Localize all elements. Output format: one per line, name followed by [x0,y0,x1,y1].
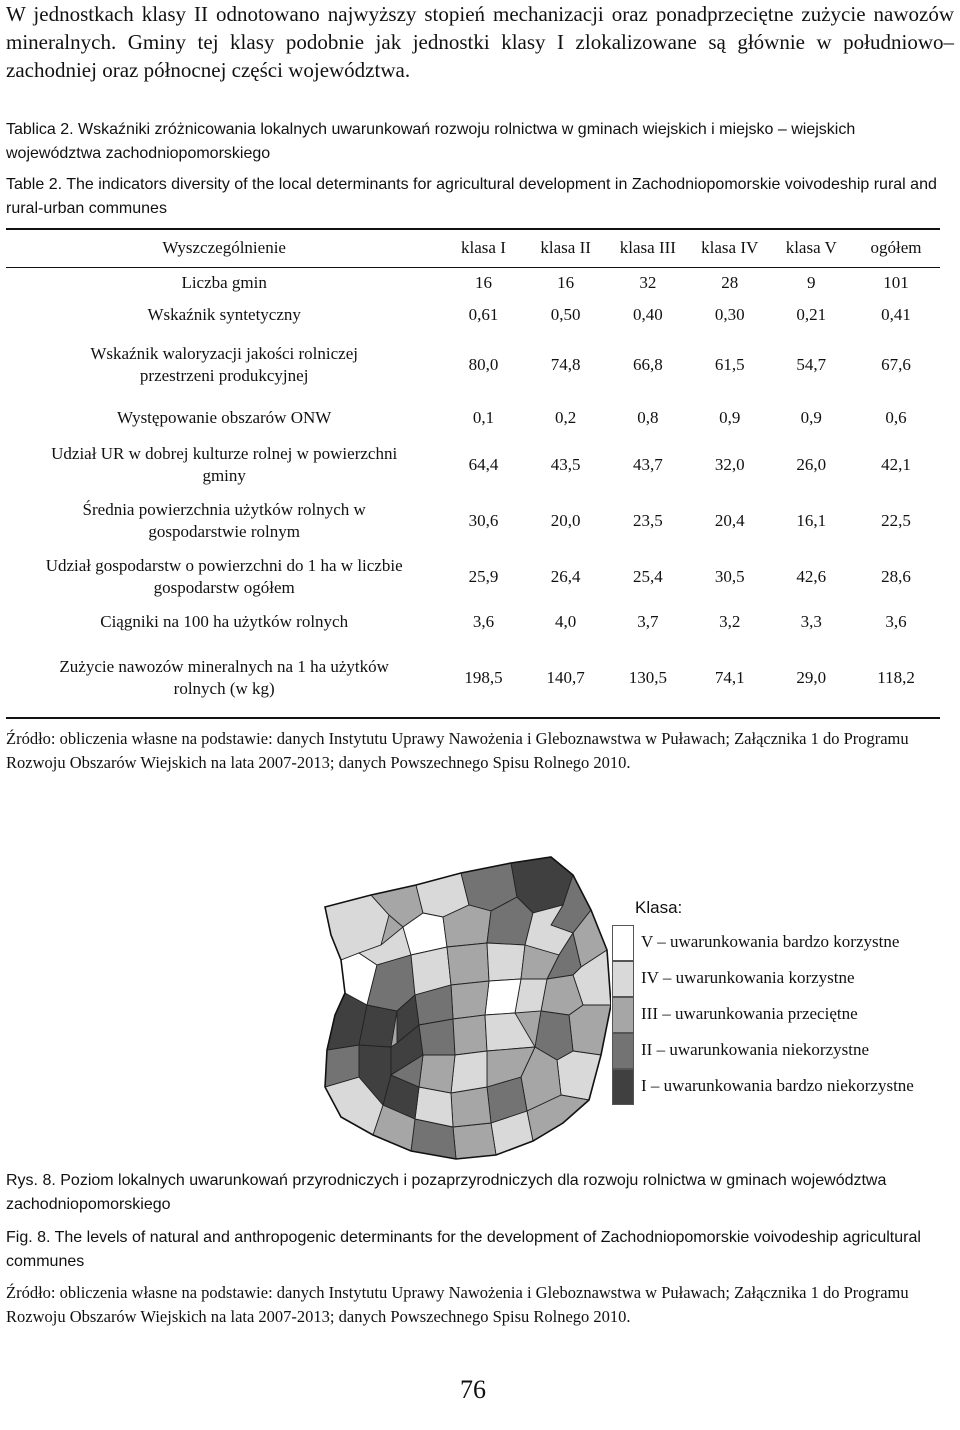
figure-caption-en-text: The levels of natural and anthropogenic determinants for the development of Zachodniopomorskie voivodeship agricultural communes [6,1229,921,1270]
table-row [6,493,940,549]
table-header-cell: ogółem [852,229,940,267]
legend-label: III – uwarunkowania przeciętne [641,1004,858,1023]
legend-swatch [612,997,634,1033]
table-cell: 0,9 [719,408,741,427]
table-cell: 0,30 [714,304,745,324]
table-cell: 20,4 [714,511,745,530]
figure-caption-pl-lead: Rys. 8. [6,1172,56,1189]
table-cell: Udział gospodarstw o powierzchni do 1 ha w liczbie gospodarstw ogółem [45,556,403,597]
table-header-cell: klasa I [442,229,524,267]
table-caption-pl-lead: Tablica 2. [6,121,74,138]
table-caption-pl [6,117,946,165]
intro-paragraph: W jednostkach klasy II odnotowano najwyższy stopień mechanizacji oraz ponadprzeciętne zużycie nawozów mineralnych. Gminy tej klasy podobnie jak jednostki klasy I zlokalizowane są głównie w południowo–zachodniej oraz północnej części województwa. [6,2,954,82]
legend-label: V – uwarunkowania bardzo korzystne [641,932,900,951]
table-caption-en-lead: Table 2. [6,176,63,193]
table-cell: 22,5 [881,511,911,530]
table-cell: 20,0 [550,511,581,530]
table-caption-en-text: The indicators diversity of the local determinants for agricultural development in Zachodniopomorskie voivodeship rural and rural-urban communes [6,176,937,217]
table-cell: 28 [721,272,739,292]
table-cell: 74,8 [550,355,581,374]
table-cell: 3,7 [637,611,659,631]
table-cell: 26,4 [550,567,581,586]
table-cell: 3,6 [472,611,495,631]
figure-source: Źródło: obliczenia własne na podstawie: danych Instytutu Uprawy Nawożenia i Gleboznawstwa w Puławach; Załącznika 1 do Programu Rozwoju Obszarów Wiejskich na lata 2007-2013; danych Powszechnego Spisu Rolnego 2010. [6,1283,909,1326]
table-cell: 0,40 [632,304,663,324]
table-cell: 61,5 [714,355,745,374]
table-cell: 54,7 [796,355,827,374]
figure-caption-en [6,1225,946,1273]
table-row [6,399,940,437]
table-header-cell: klasa V [771,229,853,267]
table-cell: 67,6 [881,355,911,374]
page [6,0,954,1404]
voivodeship-map [311,855,611,1160]
table-cell: 0,41 [881,304,911,324]
table-cell: 23,5 [632,511,663,530]
legend-label: I – uwarunkowania bardzo niekorzystne [641,1076,914,1095]
table-cell: Wskaźnik syntetyczny [147,304,301,324]
table-cell: 3,6 [885,611,907,631]
table-row [6,638,940,718]
table-cell: 16 [557,272,575,292]
table-cell: 30,6 [468,511,499,530]
table-cell: 16 [474,272,492,292]
table-row [6,331,940,399]
map-legend [612,925,960,1105]
table-row [6,267,940,298]
table-cell: 118,2 [877,667,915,687]
table-cell: 64,4 [468,455,499,474]
table-cell: Zużycie nawozów mineralnych na 1 ha użytków rolnych (w kg) [59,656,389,698]
table-cell: 26,0 [796,455,827,474]
table-cell: 42,1 [881,455,911,474]
table-header-row [6,229,940,267]
table-cell: 43,5 [550,455,581,474]
legend-title: Klasa: [635,898,683,917]
table-cell: 25,9 [468,567,499,586]
table-row [6,605,940,638]
legend-item [612,925,960,961]
legend-swatch [612,961,634,997]
table-cell: Liczba gmin [181,272,267,292]
legend-swatch [612,1069,634,1105]
table-cell: 4,0 [555,611,577,631]
legend-swatch [612,925,634,961]
figure-caption-pl [6,1168,946,1216]
table-cell: 0,50 [550,304,581,324]
table-cell: 16,1 [796,511,827,530]
legend-item [612,997,960,1033]
table-caption-pl-text: Wskaźniki zróżnicowania lokalnych uwarunkowań rozwoju rolnictwa w gminach wiejskich i miejsko – wiejskich województwa zachodniopomorskiego [6,121,856,162]
table-cell: 74,1 [714,667,745,687]
indicators-table [6,228,940,719]
legend-label: IV – uwarunkowania korzystne [641,968,855,987]
table-cell: 101 [883,272,909,292]
table-cell: 0,2 [555,408,577,427]
table-header-cell: Wyszczególnienie [6,229,442,267]
table-cell: 140,7 [546,667,585,687]
table-cell: 9 [807,272,816,292]
figure-caption-pl-text: Poziom lokalnych uwarunkowań przyrodniczych i pozaprzyrodniczych dla rozwoju rolnictwa w gminach województwa zachodniopomorskiego [6,1172,887,1213]
table-cell: 0,1 [472,408,495,427]
table-header-cell: klasa II [525,229,607,267]
table-row [6,549,940,605]
table-cell: Średnia powierzchnia użytków rolnych w gospodarstwie rolnym [82,500,366,541]
table-cell: 0,21 [796,304,827,324]
figure-caption-en-lead: Fig. 8. [6,1229,51,1246]
choropleth-map [311,855,611,1160]
table-cell: Wskaźnik waloryzacji jakości rolniczej przestrzeni produkcyjnej [90,344,358,385]
legend-swatch [612,1033,634,1069]
table-cell: 28,6 [881,567,911,586]
table-cell: 0,61 [468,304,499,324]
table-source: Źródło: obliczenia własne na podstawie: danych Instytutu Uprawy Nawożenia i Gleboznawstwa w Puławach; Załącznika 1 do Programu Rozwoju Obszarów Wiejskich na lata 2007-2013; danych Powszechnego Spisu Rolnego 2010. [6,729,909,772]
table-row [6,437,940,493]
table-cell: 0,8 [637,408,659,427]
table-cell: Udział UR w dobrej kulturze rolnej w powierzchni gminy [51,444,398,485]
table-cell: 130,5 [628,667,667,687]
legend-item [612,1033,960,1069]
table-cell: 43,7 [632,455,663,474]
table-header-cell: klasa III [607,229,689,267]
table-cell: 32 [639,272,657,292]
table-cell: 29,0 [796,667,827,687]
legend-item [612,1069,960,1105]
table-header-cell: klasa IV [689,229,771,267]
table-cell: 0,6 [885,408,907,427]
table-cell: 0,9 [800,408,822,427]
table-cell: 32,0 [714,455,745,474]
table-cell: 42,6 [796,567,827,586]
table-cell: 25,4 [632,567,663,586]
table-cell: 80,0 [468,355,499,374]
table-row [6,298,940,331]
page-number: 76 [460,1375,486,1404]
table-cell: Ciągniki na 100 ha użytków rolnych [100,611,349,631]
table-cell: 3,2 [719,611,741,631]
table-cell: 30,5 [714,567,745,586]
table-cell: 66,8 [632,355,663,374]
table-cell: 3,3 [800,611,822,631]
legend-item [612,961,960,997]
table-caption-en [6,172,946,220]
table-cell: 198,5 [464,667,503,687]
legend-label: II – uwarunkowania niekorzystne [641,1040,870,1059]
table-cell: Występowanie obszarów ONW [117,408,332,427]
